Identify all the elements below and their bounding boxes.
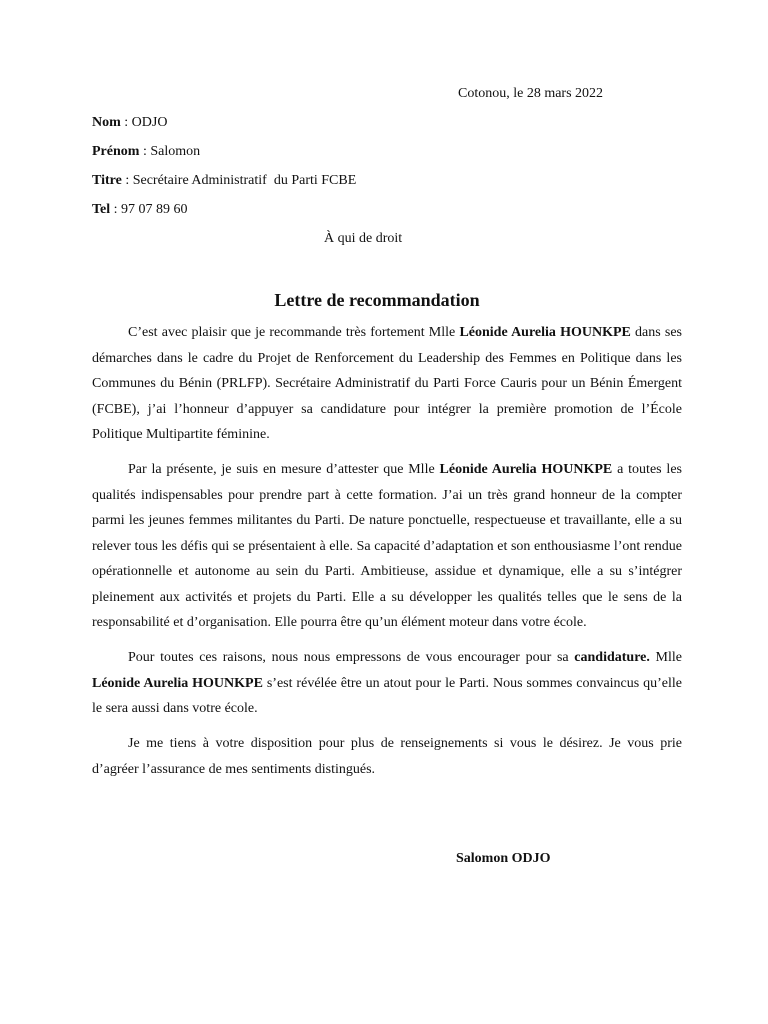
titre-label: Titre bbox=[92, 173, 122, 188]
p3-candidature: candidature. bbox=[574, 650, 650, 665]
p1-text-a: C’est avec plaisir que je recommande très fortement Mlle bbox=[128, 325, 460, 340]
sender-nom bbox=[92, 115, 167, 131]
letter-body bbox=[92, 320, 682, 792]
signature: Salomon ODJO bbox=[456, 851, 551, 866]
p2-candidate-name: Léonide Aurelia HOUNKPE bbox=[439, 462, 613, 477]
paragraph-1 bbox=[92, 320, 682, 448]
date-line: Cotonou, le 28 mars 2022 bbox=[458, 86, 604, 101]
p1-candidate-name: Léonide Aurelia HOUNKPE bbox=[459, 325, 631, 340]
recipient-line: À qui de droit bbox=[324, 231, 403, 246]
paragraph-4 bbox=[92, 731, 682, 782]
letter-title: Lettre de recommandation bbox=[274, 290, 480, 310]
sender-titre bbox=[92, 173, 356, 189]
p3-candidate-name: Léonide Aurelia HOUNKPE bbox=[92, 675, 263, 691]
p3-text-c: Mlle bbox=[649, 650, 682, 665]
tel-label: Tel bbox=[92, 202, 111, 217]
p3-text-e: s’est révélée être un atout pour le Parti. Nous sommes convaincus qu’elle le sera aussi dans votre école. bbox=[92, 675, 683, 716]
titre-value: : Secrétaire Administratif du Parti FCBE bbox=[121, 173, 357, 188]
p1-text-c: dans ses démarches dans le cadre du Projet de Renforcement du Leadership des Femmes en Politique dans les Communes du Bénin (PRLFP). Secrétaire Administratif du Parti Force Cauris pour un Bénin Émergent (FCBE), j’ai l’honneur d’appuyer sa candidature pour intégrer la première promotion de l’École Politique Multipartite féminine. bbox=[92, 325, 682, 442]
paragraph-3 bbox=[92, 645, 682, 722]
p2-text-c: a toutes les qualités indispensables pour prendre part à cette formation. J’ai un très grand honneur de la compter parmi les jeunes femmes militantes du Parti. De nature ponctuelle, respectueuse et travaillante, elle a su relever tous les défis qui se présentaient à elle. Sa capacité d’adaptation et son enthousiasme l’ont rendue opérationnelle et autonome au sein du Parti. Ambitieuse, assidue et dynamique, elle a su s’intégrer pleinement aux activités et projets du Parti. Elle a su développer les qualités telles que le sens de la responsabilité et d’organisation. Elle pourra être qu’un élément moteur dans votre école. bbox=[92, 462, 682, 630]
tel-value: : 97 07 89 60 bbox=[110, 202, 188, 217]
sender-prenom bbox=[92, 144, 200, 160]
nom-value: : ODJO bbox=[120, 115, 168, 130]
sender-tel bbox=[92, 202, 188, 218]
p2-text-a: Par la présente, je suis en mesure d’attester que Mlle bbox=[128, 462, 440, 477]
prenom-value: : Salomon bbox=[139, 144, 201, 159]
p3-text-a: Pour toutes ces raisons, nous nous empressons de vous encourager pour sa bbox=[128, 650, 575, 665]
nom-label: Nom bbox=[92, 115, 121, 130]
prenom-label: Prénom bbox=[92, 144, 140, 159]
paragraph-2 bbox=[92, 457, 682, 636]
p4-text-a: Je me tiens à votre disposition pour plus de renseignements si vous le désirez. Je vous prie d’agréer l’assurance de mes sentiments distingués. bbox=[92, 736, 682, 777]
